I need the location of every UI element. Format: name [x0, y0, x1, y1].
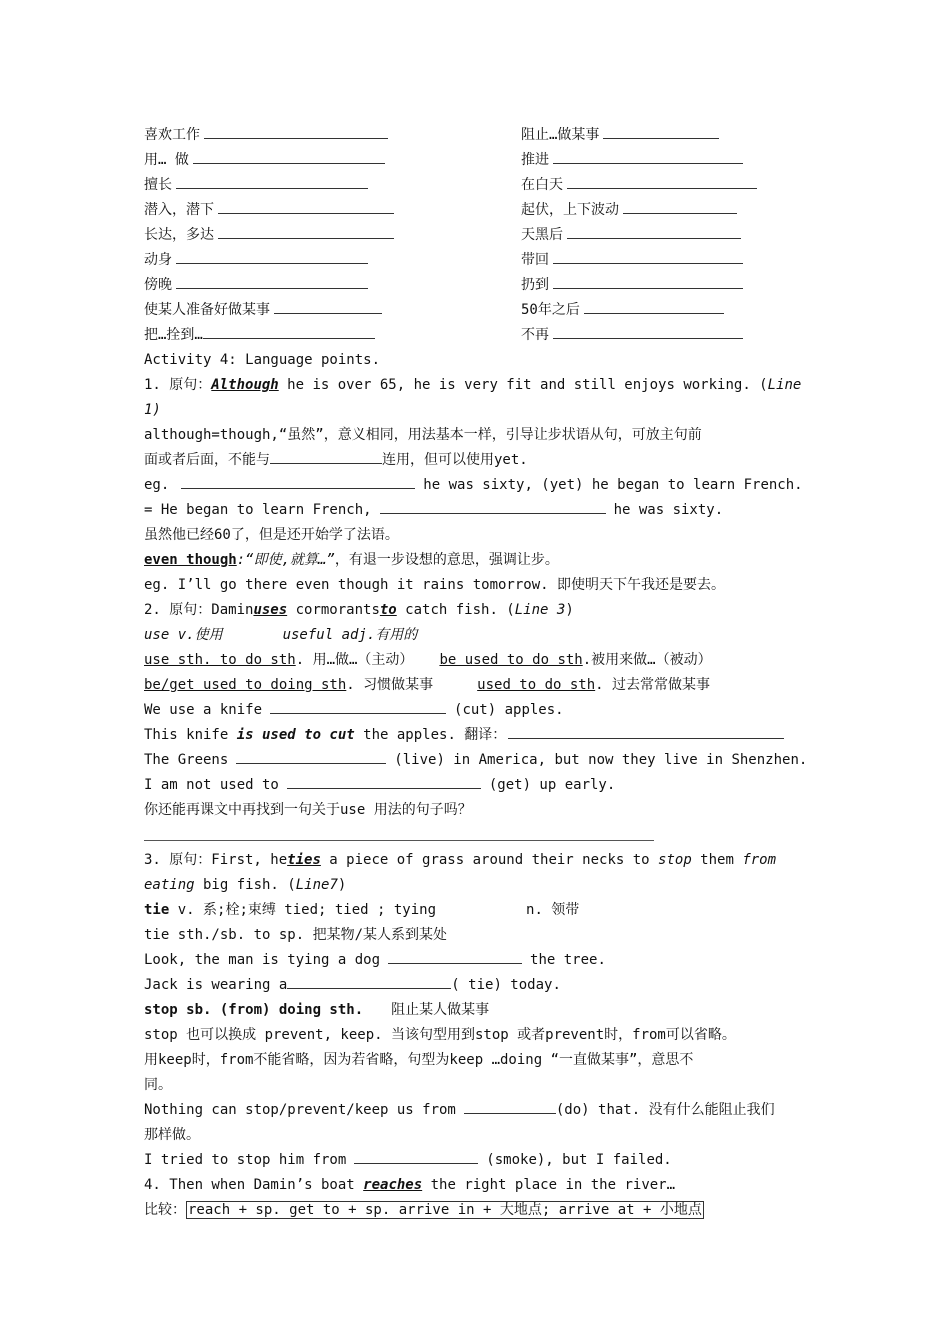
text: I tried to stop him from	[144, 1152, 347, 1168]
text: catch fish. (	[396, 602, 515, 618]
text: the tree.	[530, 952, 606, 968]
answer-blank[interactable]	[553, 149, 743, 164]
text: 1)	[144, 402, 161, 418]
text: . 习惯做某事	[346, 677, 434, 693]
vocab-term: 动身	[144, 252, 172, 268]
answer-blank[interactable]	[380, 499, 606, 514]
text: he is over 65, he is very fit and still enjoys working. (	[278, 377, 768, 393]
s2-phrases	[144, 673, 710, 698]
answer-blank[interactable]	[176, 249, 368, 264]
vocab-term: 傍晚	[144, 277, 172, 293]
answer-blank[interactable]	[388, 949, 522, 964]
answer-blank[interactable]	[270, 699, 446, 714]
answer-blank[interactable]	[623, 199, 737, 214]
s2-question: 你还能再课文中再找到一句关于use 用法的句子吗？	[144, 802, 472, 818]
s3-stop-phrase	[144, 998, 489, 1023]
phrase: use sth. to do sth	[144, 652, 296, 668]
vocab-term: 用… 做	[144, 152, 189, 168]
vocab-row	[144, 173, 812, 198]
text: 4. Then when Damin’s boat	[144, 1177, 364, 1193]
answer-blank[interactable]	[204, 124, 388, 139]
answer-blank[interactable]	[287, 974, 451, 989]
phrase: used to do sth	[477, 677, 596, 693]
vocab-row	[144, 148, 812, 173]
answer-blank[interactable]	[176, 274, 368, 289]
answer-blank[interactable]	[508, 724, 784, 739]
text: them	[691, 852, 743, 868]
s3-original-line	[144, 873, 346, 898]
s1-explain: although=though,“虽然”，意义相同，用法基本一样，引导让步状语从句，可放主句前	[144, 427, 702, 443]
activity-title: Activity 4: Language points.	[144, 352, 381, 368]
text: ( tie) today.	[451, 977, 561, 993]
text: a piece of grass around their necks to	[320, 852, 659, 868]
text: v. 系;栓;束缚 tied; tied ; tying	[169, 902, 437, 918]
text: from	[742, 852, 777, 868]
vocab-term: 扔到	[521, 277, 549, 293]
text: :“即使,就算…”	[236, 552, 335, 568]
keyword: to	[379, 602, 397, 618]
text: (live) in America, but now they live in Shenzhen.	[394, 752, 808, 768]
s2-exercise	[144, 773, 615, 798]
text: eating	[144, 877, 195, 893]
text: eg.	[144, 477, 170, 493]
vocab-term: 使某人准备好做某事	[144, 302, 270, 318]
text: The Greens	[144, 752, 229, 768]
vocab-term: 潜入，潜下	[144, 202, 214, 218]
vocab-row	[144, 198, 812, 223]
text: Look, the man is tying a dog	[144, 952, 381, 968]
s4-compare	[144, 1198, 704, 1223]
vocab-term: 起伏，上下波动	[521, 202, 619, 218]
vocab-term: 推进	[521, 152, 549, 168]
s3-exercise	[144, 1148, 672, 1173]
text: )	[337, 877, 347, 893]
text: cormorants	[287, 602, 380, 618]
text: )	[565, 602, 574, 618]
vocab-row	[144, 298, 812, 323]
s3-explain: 同。	[144, 1077, 172, 1093]
vocab-term: 擅长	[144, 177, 172, 193]
vocab-term: 在白天	[521, 177, 563, 193]
vocab-term: 不再	[521, 327, 549, 343]
text: Line7	[295, 877, 338, 893]
text: 3. 原句：First, he	[144, 852, 288, 868]
text: I am not used to	[144, 777, 279, 793]
answer-blank[interactable]	[218, 199, 394, 214]
s2-use-def	[144, 623, 417, 648]
vocab-row	[144, 273, 812, 298]
text: Line 3	[514, 602, 566, 618]
s1-example	[144, 498, 723, 523]
s4-original-line	[144, 1173, 675, 1198]
phrase: be used to do sth	[439, 652, 583, 668]
s3-explain: stop 也可以换成 prevent, keep. 当该句型用到stop 或者prevent时，from可以省略。	[144, 1027, 736, 1043]
s3-explain: 用keep时，from不能省略，因为若省略，句型为keep …doing “一直做某事”，意思不	[144, 1052, 694, 1068]
text: .被用来做…（被动）	[582, 652, 712, 668]
s2-exercise	[144, 698, 564, 723]
s3-tie-def	[144, 898, 579, 923]
text: . 过去常常做某事	[595, 677, 711, 693]
vocab-term: 50年之后	[521, 302, 580, 318]
answer-blank[interactable]	[567, 224, 741, 239]
text: the apples. 翻译：	[354, 727, 507, 743]
answer-blank[interactable]	[553, 324, 743, 339]
text: . 用…做…（主动）	[295, 652, 414, 668]
answer-blank[interactable]	[236, 749, 386, 764]
text: 比较：	[144, 1202, 186, 1218]
answer-blank[interactable]	[464, 1099, 556, 1114]
answer-blank[interactable]	[193, 149, 385, 164]
keyword: even though	[144, 552, 237, 568]
text: (smoke), but I failed.	[486, 1152, 672, 1168]
text: Nothing can stop/prevent/keep us from	[144, 1102, 456, 1118]
answer-blank[interactable]	[181, 474, 415, 489]
answer-blank[interactable]	[567, 174, 757, 189]
answer-blank[interactable]	[584, 299, 724, 314]
text: the right place in the river…	[422, 1177, 676, 1193]
keyword: is used to cut	[236, 727, 355, 743]
text: he was sixty, (yet) he began to learn French.	[423, 477, 803, 493]
answer-blank[interactable]	[354, 1149, 478, 1164]
vocab-row	[144, 248, 812, 273]
s3-exercise	[144, 948, 606, 973]
text: n. 领带	[526, 902, 580, 918]
keyword: tie	[144, 902, 170, 918]
vocab-row	[144, 223, 812, 248]
text: = He began to learn French,	[144, 502, 372, 518]
s3-original-line	[144, 848, 776, 873]
s3-exercise	[144, 1098, 775, 1123]
text: (cut) apples.	[454, 702, 564, 718]
text: 1. 原句：	[144, 377, 212, 393]
text: stop	[658, 852, 692, 868]
text: use v.使用	[144, 627, 223, 643]
text: We use a knife	[144, 702, 263, 718]
s1-example	[144, 473, 803, 498]
text: (get) up early.	[488, 777, 616, 793]
s1-original-line	[144, 373, 801, 398]
phrase: be/get used to doing sth	[144, 677, 347, 693]
answer-blank[interactable]	[203, 324, 375, 339]
keyword: reaches	[363, 1177, 423, 1193]
text: 连用，但可以使用yet.	[382, 452, 528, 468]
answer-blank[interactable]	[553, 274, 743, 289]
s3-exercise: 那样做。	[144, 1127, 200, 1143]
answer-blank[interactable]	[274, 299, 382, 314]
text: Jack is wearing a	[144, 977, 288, 993]
text: (do) that. 没有什么能阻止我们	[555, 1102, 775, 1118]
keyword: uses	[253, 602, 288, 618]
vocab-term: 长达，多达	[144, 227, 214, 243]
text: Line	[767, 377, 802, 393]
s1-even-though	[144, 548, 559, 573]
answer-blank[interactable]	[603, 124, 719, 139]
s2-original-line	[144, 598, 574, 623]
s2-phrases	[144, 648, 712, 673]
s1-line-ref	[144, 398, 161, 423]
text: ，有退一步设想的意思，强调让步。	[334, 552, 559, 568]
answer-line[interactable]	[144, 840, 654, 841]
keyword: ties	[287, 852, 321, 868]
text: 阻止某人做某事	[391, 1002, 490, 1018]
keyword: stop sb. (from) doing sth.	[144, 1002, 364, 1018]
s1-example: eg. I’ll go there even though it rains tomorrow. 即使明天下午我还是要去。	[144, 577, 726, 593]
vocab-term: 喜欢工作	[144, 127, 200, 143]
answer-blank[interactable]	[176, 174, 368, 189]
s3-tie-phrase: tie sth./sb. to sp. 把某物/某人系到某处	[144, 927, 448, 943]
vocab-term: 把…拴到…	[144, 327, 203, 343]
s2-exercise	[144, 723, 784, 748]
answer-blank[interactable]	[553, 249, 743, 264]
text: he was sixty.	[613, 502, 724, 518]
keyword: Although	[211, 377, 279, 393]
compare-box: reach + sp. get to + sp. arrive in + 大地点; arrive at + 小地点	[188, 1202, 702, 1218]
text: 面或者后面，不能与	[144, 452, 270, 468]
vocab-term: 带回	[521, 252, 549, 268]
vocab-row	[144, 323, 812, 348]
answer-blank[interactable]	[270, 449, 382, 464]
answer-blank[interactable]	[218, 224, 394, 239]
s2-exercise	[144, 748, 807, 773]
vocab-term: 天黑后	[521, 227, 563, 243]
text: useful adj.有用的	[282, 627, 418, 643]
s1-translation: 虽然他已经60了，但是还开始学了法语。	[144, 527, 399, 543]
text: This knife	[144, 727, 237, 743]
text: 2. 原句：Damin	[144, 602, 254, 618]
text: big fish. (	[194, 877, 296, 893]
vocab-term: 阻止…做某事	[521, 127, 600, 143]
vocab-row	[144, 123, 812, 148]
answer-blank[interactable]	[287, 774, 481, 789]
s1-explain	[144, 448, 528, 473]
s3-exercise	[144, 973, 561, 998]
